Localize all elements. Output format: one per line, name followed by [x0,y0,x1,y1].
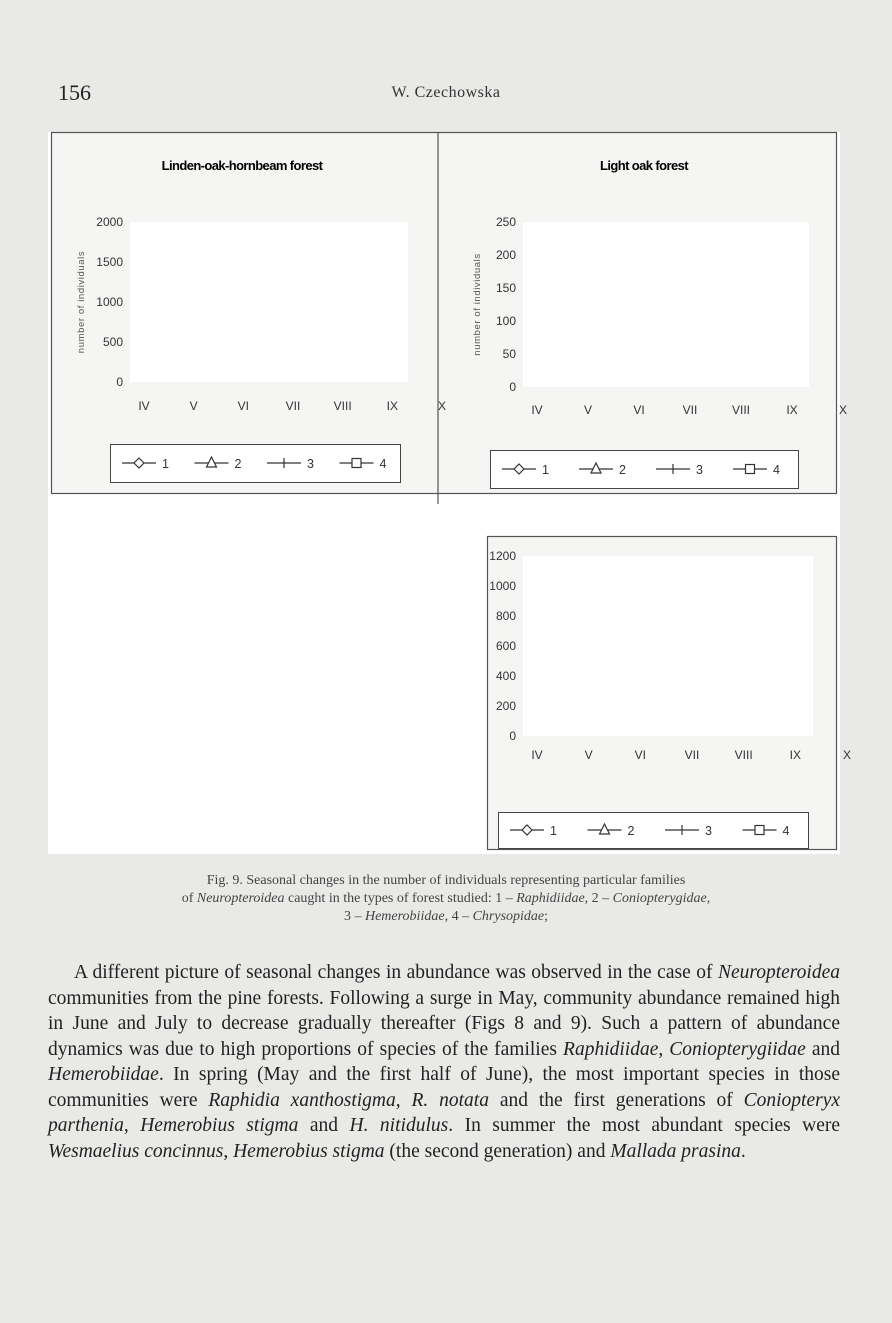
y-tick-label: 1000 [96,295,123,309]
legend-label: 3 [705,824,712,838]
y-tick-label: 1500 [96,255,123,269]
y-tick-label: 800 [495,609,516,623]
plot-area-2 [523,222,809,387]
legend-label: 3 [696,463,703,477]
x-tick-label: VIII [333,399,352,413]
y-tick-label: 100 [495,314,516,328]
y-axis-label-2: number of individuals [472,253,483,356]
caption-line-2: of Neuropteroidea caught in the types of forest studied: 1 – Raphidiidae, 2 – Coniopterygidae, [181,891,711,906]
y-tick-label: 0 [509,729,516,743]
x-tick-label: V [583,403,593,417]
y-tick-label: 50 [502,347,516,361]
x-tick-label: VI [237,399,250,413]
x-tick-label: IX [789,748,802,762]
x-tick-label: X [437,399,447,413]
y-tick-label: 200 [495,699,516,713]
x-tick-label: V [584,748,593,762]
paragraph-text: A different picture of seasonal changes in abundance was observed in the case of Neuropteroidea communities from the pine forests. Following a surge in May, community abundance remained high in June and July to decrease gradually thereafter (Figs 8 and 9). Such a pattern of abundance dynamics was due to high proportions of species of the families Raphidiidae, Coniopterygiidae and Hemerobiidae. In spring (May and the first half of June), the most important species in those communities were Raphidia xanthostigma, R. notata and the first generations of Coniopteryx parthenia, Hemerobius stigma and H. nitidulus. In summer the most abundant species were Wesmaelius concinnus, Hemerobius stigma (the second generation) and Mallada prasina. [48,962,841,1162]
x-tick-label: X [838,403,848,417]
legend-label: 3 [307,457,314,471]
x-tick-label: VII [285,399,301,413]
x-tick-label: IV [531,748,543,762]
y-tick-label: 250 [495,215,516,229]
x-tick-label: IX [386,399,399,413]
x-tick-label: X [842,748,852,762]
x-tick-label: VII [684,748,700,762]
y-tick-label: 1200 [489,549,516,563]
page-number: 156 [58,80,91,105]
y-tick-label: 500 [102,335,123,349]
chart-title-2: Light oak forest [600,158,688,173]
x-tick-label: IV [138,399,150,413]
square-marker-icon [755,826,764,835]
legend-label: 1 [550,824,557,838]
figure-9 [48,132,852,854]
x-tick-label: V [189,399,198,413]
legend-label: 2 [619,463,626,477]
legend-label: 2 [627,824,635,838]
y-tick-label: 1000 [489,579,516,593]
x-tick-label: VIII [731,403,751,417]
figure-9-charts [48,132,852,854]
legend-label: 4 [782,824,790,838]
x-tick-label: IX [786,403,798,417]
square-marker-icon [352,459,361,468]
y-tick-label: 150 [495,281,516,295]
plot-area-3 [523,556,813,736]
legend-label: 4 [773,463,780,477]
y-tick-label: 2000 [96,215,123,229]
running-head-author: W. Czechowska [391,84,501,101]
legend-label: 1 [162,457,169,471]
plot-area-1 [130,222,408,382]
legend-label: 2 [234,457,242,471]
caption-line-3: 3 – Hemerobiidae, 4 – Chrysopidae; [343,909,549,924]
legend-label: 1 [542,463,549,477]
chart-title-1: Linden-oak-hornbeam forest [161,158,323,173]
y-axis-label-1: number of individuals [76,250,87,354]
x-tick-label: IV [531,403,543,417]
x-tick-label: VI [634,748,647,762]
figure-caption [60,872,832,926]
y-tick-label: 400 [495,669,516,683]
caption-line-1: Fig. 9. Seasonal changes in the number of individuals representing particular families [206,873,686,888]
y-tick-label: 0 [116,375,123,389]
y-tick-label: 200 [495,248,516,262]
body-paragraph [48,960,840,1164]
legend-label: 4 [379,457,387,471]
y-tick-label: 0 [509,380,516,394]
square-marker-icon [746,465,755,474]
x-tick-label: VI [633,403,645,417]
y-tick-label: 600 [495,639,516,653]
x-tick-label: VII [682,403,698,417]
x-tick-label: VIII [734,748,753,762]
